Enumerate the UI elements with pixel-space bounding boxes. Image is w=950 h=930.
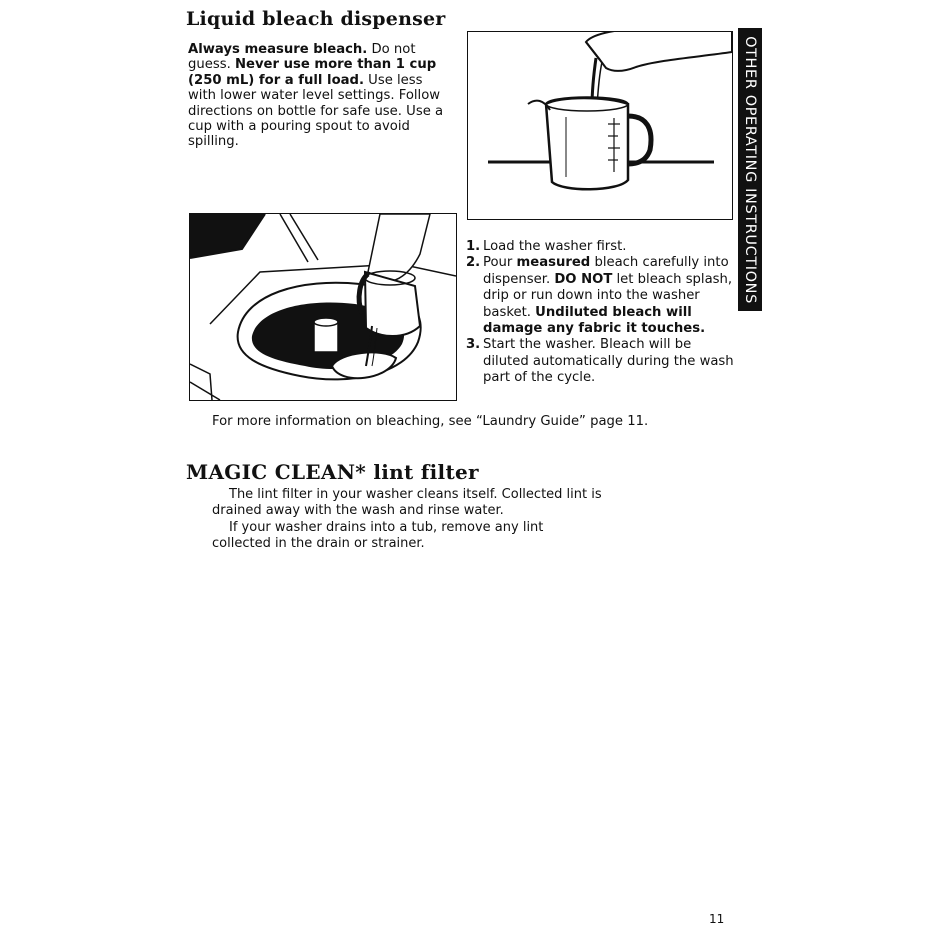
step-number: 3. — [466, 337, 481, 353]
intro-bold-never: Never use more than 1 cup (250 mL) for a full load. — [188, 57, 437, 88]
section-title-bleach: Liquid bleach dispenser — [186, 8, 446, 30]
step-text: Load the washer first. — [483, 239, 627, 254]
intro-bold-measure: Always measure bleach. — [188, 42, 368, 57]
washer-dispenser-illustration — [189, 213, 457, 401]
bleaching-reference-note: For more information on bleaching, see “Laundry Guide” page 11. — [212, 414, 649, 429]
lint-paragraph-1: The lint filter in your washer cleans itself. Collected lint is drained away with the wash and rinse water. — [212, 487, 602, 518]
step-item — [466, 255, 736, 337]
step-bold-measured: measured — [516, 255, 591, 271]
section-side-tab — [738, 28, 762, 311]
step-text: Start the washer. Bleach will be diluted automatically during the wash part of the cycle. — [483, 337, 734, 386]
step-text-post: let bleach splash, drip or run down into the washer basket. — [483, 271, 733, 320]
step-number: 2. — [466, 255, 481, 271]
step-text-mid: bleach carefully into dispenser. — [483, 255, 729, 287]
lint-paragraph-2: If your washer drains into a tub, remove any lint collected in the drain or strainer. — [212, 520, 544, 551]
washer-dispenser-drawing — [190, 214, 456, 400]
step-text-pre: Pour — [483, 255, 517, 271]
step-number: 1. — [466, 239, 481, 254]
step-bold-warning: Undiluted bleach will damage any fabric it touches. — [483, 304, 706, 337]
bleach-steps-list — [466, 239, 736, 387]
side-tab-label: OTHER OPERATING INSTRUCTIONS — [742, 35, 758, 304]
step-item — [466, 337, 736, 386]
page-number: 11 — [709, 912, 725, 926]
step-bold-do-not: DO NOT — [554, 271, 613, 287]
measuring-cup-drawing — [468, 32, 732, 219]
intro-text-1: Do not guess. — [188, 42, 416, 73]
intro-text-2: Use less with lower water level settings. Follow directions on bottle for safe use. Use a cup with a pouring spout to avoid spilling. — [188, 72, 444, 150]
measuring-cup-illustration — [467, 31, 733, 220]
bleach-intro — [188, 42, 448, 150]
step-item — [466, 239, 736, 255]
section-title-lint-filter: MAGIC CLEAN* lint filter — [186, 460, 479, 484]
